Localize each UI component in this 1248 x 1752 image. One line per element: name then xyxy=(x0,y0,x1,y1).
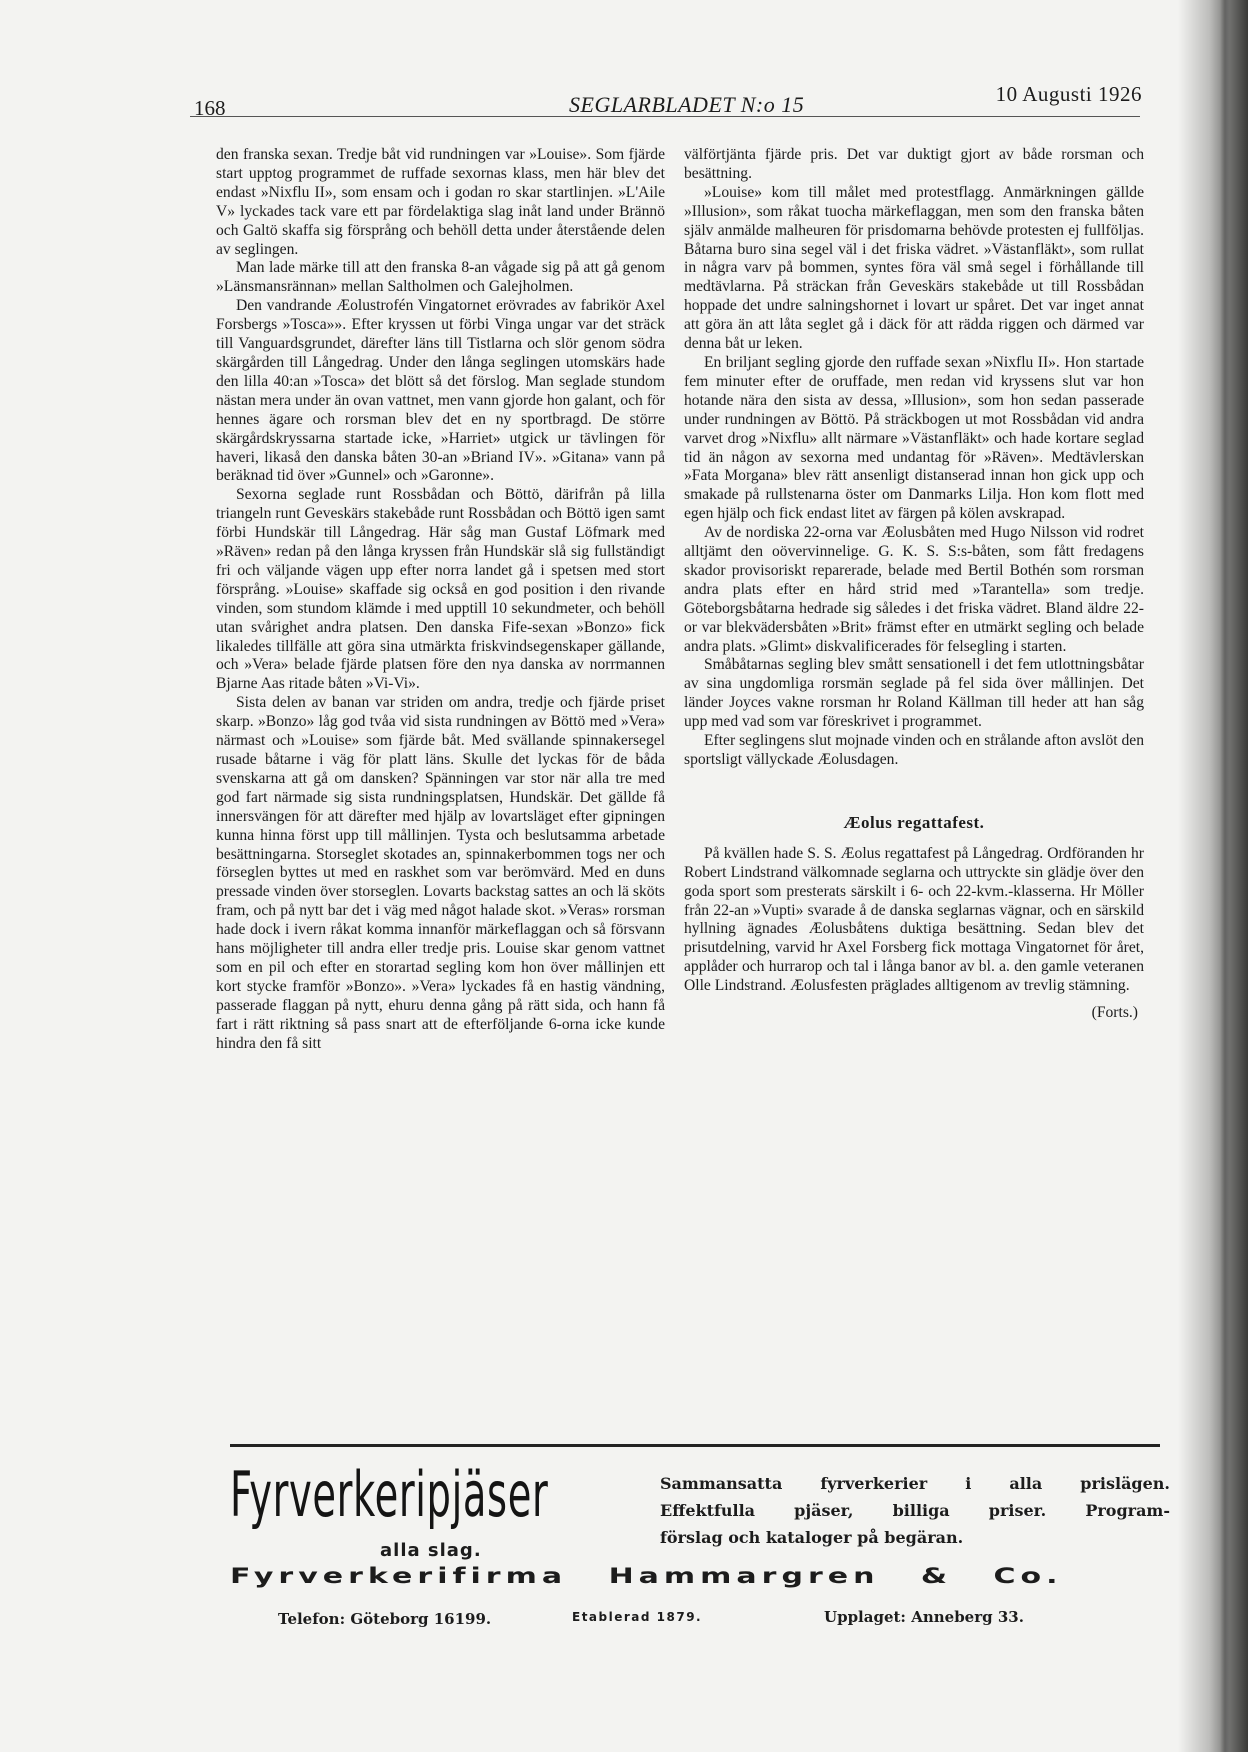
ad-phone: Telefon: Göteborg 16199. xyxy=(278,1610,492,1628)
paragraph: Den vandrande Æolustrofén Vingatornet erövrades av fabrikör Axel Forsbergs »Tosca»». Efter kryssen ut förbi Vinga ungar var det sträck till Vanguardsgrundet, därefter läns till Tistlarna och slör genom södra skärgården till Långedrag. Under den långa seglingen utomskärs hade den lilla 40:an »Tosca» det blött så det förslog. Man seglade stundom nästan mera under än ovan vattnet, men vann gjorde hon galant, och för hennes ägare och rorsman blev det en ny sportbragd. De större skärgårdskryssarna startade icke, »Harriet» utgick ur tävlingen för haveri, likaså den danska båten 30-an »Briand IV». »Gitana» vann på beräknad tid över »Gunnel» och »Garonne». xyxy=(216,297,665,485)
page-number: 168 xyxy=(194,96,226,120)
paragraph: Småbåtarnas segling blev smått sensationell i det fem utlottningsbåtar av sina ungdomliga rorsmän seglade på fel sida över mållinjen. Det länder Joyces vakne rorsman hr Roland Källman till heder att han såg upp med vad som var föreskrivet i programmet. xyxy=(684,656,1144,731)
ad-established: Etablerad 1879. xyxy=(572,1610,703,1624)
paragraph: Man lade märke till att den franska 8-an vågade sig på att gå genom »Länsmansrännan» mellan Saltholmen och Galejholmen. xyxy=(216,259,665,296)
ad-line: Sammansatta fyrverkerier i alla prislägen. xyxy=(660,1474,1170,1493)
ad-firm-word: & xyxy=(920,1564,953,1589)
paragraph: Efter seglingens slut mojnade vinden och en strålande afton avslöt den sportsligt vällyckade Æolusdagen. xyxy=(684,732,1144,768)
journal-title: SEGLARBLADET N:o 15 xyxy=(569,92,805,117)
ad-description xyxy=(660,1470,1170,1551)
ad-warehouse: Upplaget: Anneberg 33. xyxy=(824,1608,1024,1626)
paragraph: den franska sexan. Tredje båt vid rundningen var »Louise». Som fjärde start upptog programmet de ruffade sexornas klass, men här blev det endast »Nixflu II», som ensam och i godan ro skar startlinjen. »L'Aile V» lyckades tack vare ett par fördelaktiga slag inåt land under Brännö och Galtö skaffa sig försprång och behöll detta under återstående delen av seglingen. xyxy=(216,146,665,258)
ad-headline: Fyrverkeripjäser xyxy=(230,1458,549,1531)
paragraph: Av de nordiska 22-orna var Æolusbåten med Hugo Nilsson vid rodret alltjämt den oövervinnelige. G. K. S. S:s-båten, som fått fredagens skador provisoriskt reparerade, belade med Bertil Bothén som rorsman andra plats efter en hård strid med »Tarantella» som tredje. Göteborgsbåtarna hedrade sig således i det friska vädret. Bland äldre 22-or var blekvädersbåten »Brit» främst efter en utmärkt segling och belade andra plats. »Glimt» diskvalificerades för felsegling i starten. xyxy=(684,524,1144,655)
paragraph: välförtjänta fjärde pris. Det var duktigt gjort av både rorsman och besättning. xyxy=(684,146,1144,182)
page-header xyxy=(194,80,1154,120)
issue-date: 10 Augusti 1926 xyxy=(995,82,1142,106)
magazine-page xyxy=(190,0,1170,1752)
ad-line: Effektfulla pjäser, billiga priser. Program- xyxy=(660,1501,1170,1520)
ad-firm-word: Fyrverkerifirma xyxy=(230,1564,568,1589)
ad-line: förslag och kataloger på begäran. xyxy=(660,1528,964,1547)
paragraph: Sexorna seglade runt Rossbådan och Böttö, därifrån på lilla triangeln runt Geveskärs stakebåde runt Rossbådan och Böttö igen samt förbi Hundskär till Långedrag. Här såg man Gustaf Löfmark med »Räven» redan på den långa kryssen från Hundskär slå sig fullständigt fri och väljande vägen upp efter norra landet gå i spetsen med stort försprång. »Louise» skaffade sig också en god position i den rivande vinden, som stundom klämde i med upptill 10 sekundmeter, och behöll utan svårighet andra platsen. Den danska Fife-sexan »Bonzo» fick likaledes tillfälle att göra sina utmärkta friskvindsegenskaper gällande, och »Vera» belade fjärde platsen före den nya danska av norrmannen Bjarne Aas ritade båten »Vi-Vi». xyxy=(216,486,665,693)
ad-subline: alla slag. xyxy=(380,1540,482,1561)
advertisement-rule xyxy=(230,1444,1160,1447)
ad-firm-word: Hammargren xyxy=(608,1564,880,1589)
left-column xyxy=(216,146,665,1054)
advertisement xyxy=(230,1450,1170,1680)
paragraph: På kvällen hade S. S. Æolus regattafest på Långedrag. Ordföranden hr Robert Lindstrand välkomnade seglarna och uttryckte sin glädje över den goda sport som presterats särskilt i 6- och 22-kvm.-klasserna. Hr Möller från 22-an »Vupti» svarade å de danska seglarnas vägnar, och en särskild hyllning ägnades Æolusbåtens duktiga besättning. Sedan blev det prisutdelning, varvid hr Axel Forsberg fick mottaga Vingatornet för året, applåder och hurrarop och tal i långa banor av bl. a. den gamle veteranen Olle Lindstrand. Æolusfesten präglades alltigenom av trevlig stämning. xyxy=(684,844,1144,995)
section-heading: Æolus regattafest. xyxy=(843,812,985,832)
ad-firm-word: Co. xyxy=(993,1564,1063,1589)
right-column xyxy=(684,146,1144,1023)
ad-firm-name xyxy=(230,1564,1089,1589)
header-rule xyxy=(190,116,1140,117)
paragraph: »Louise» kom till målet med protestflagg. Anmärkningen gällde »Illusion», som råkat tuocha märkeflaggan, men som den franska båten själv anmälde malheuren för prisdomarna behövde protesten ej fullföljas. Båtarna buro sina segel väl i det friska vädret. »Västanfläkt», som rullat in några varv på bommen, syntes föra väl små segel i förhållande till medtävlarna. På sträckan från Geveskärs stakebåde ut till Rossbådan hoppade det undre salningshornet i lovart ur spåret. Det var inget annat att göra än att låta seglet gå i däck för att rädda riggen och därmed var denna båt ur leken. xyxy=(684,183,1144,353)
paragraph: En briljant segling gjorde den ruffade sexan »Nixflu II». Hon startade fem minuter efter de oruffade, men redan vid kryssens slut var hon hotande nära den sista av dessa, »Illusion», som hon sedan passerade under rundningen av Böttö. På sträckbogen ut mot Rossbådan vid andra varvet drog »Nixflu» allt närmare »Västanfläkt» och hade kortare seglad tid än någon av sexorna med undantag för »Räven». Medtävlerskan »Fata Morgana» blev rätt ansenligt distanserad innan hon gick upp och smakade på rullstenarna öster om Danmarks Lilja. Hon kom flott med egen hjälp och fick endast litet av färgen på kölen avskrapad. xyxy=(684,353,1144,523)
continued-label: (Forts.) xyxy=(1091,1004,1138,1022)
page-binding-shadow xyxy=(1178,0,1248,1752)
paragraph: Sista delen av banan var striden om andra, tredje och fjärde priset skarp. »Bonzo» låg god tvåa vid sista rundningen av Böttö med »Vera» närmast och »Louise» som fjärde båt. Med svällande spinnakersegel rusade båtarne i väg för platt läns. Skulle det lyckas för de båda svenskarna att gå om dansken? Spänningen var stor när alla tre med god fart närmade sig sista rundningsplatsen, Hundskär. Det gällde få innersvängen för att därefter med hjälp av lovartsläget efter gipningen kunna hinna först upp till mållinjen. Tysta och beslutsamma arbetade besättningarna. Storseglet skotades an, spinnakerbommen togs ner och förseglen byttes ut med en raskhet som var berömvärd. Med en duns pressade vinden över storseglen. Lovarts backstag sattes an och lä sköts fram, och på nytt bar det i väg med något halade skot. »Veras» rorsman hade dock i ivern råkat komma innanför märkeflaggan och så försvann hans möjligheter till andra eller tredje pris. Louise skar genom vattnet som en pil och efter en storartad segling kom hon över mållinjen ett kort stycke framför »Bonzo». »Vera» lyckades få en hastig vändning, passerade flaggan på nytt, ehuru denna gång på rätt sida, och hann få fart i rätt riktning så pass snart att de efterföljande 6-orna icke kunde hindra den få sitt xyxy=(216,694,665,1052)
page-binding-crease xyxy=(1220,0,1230,1752)
